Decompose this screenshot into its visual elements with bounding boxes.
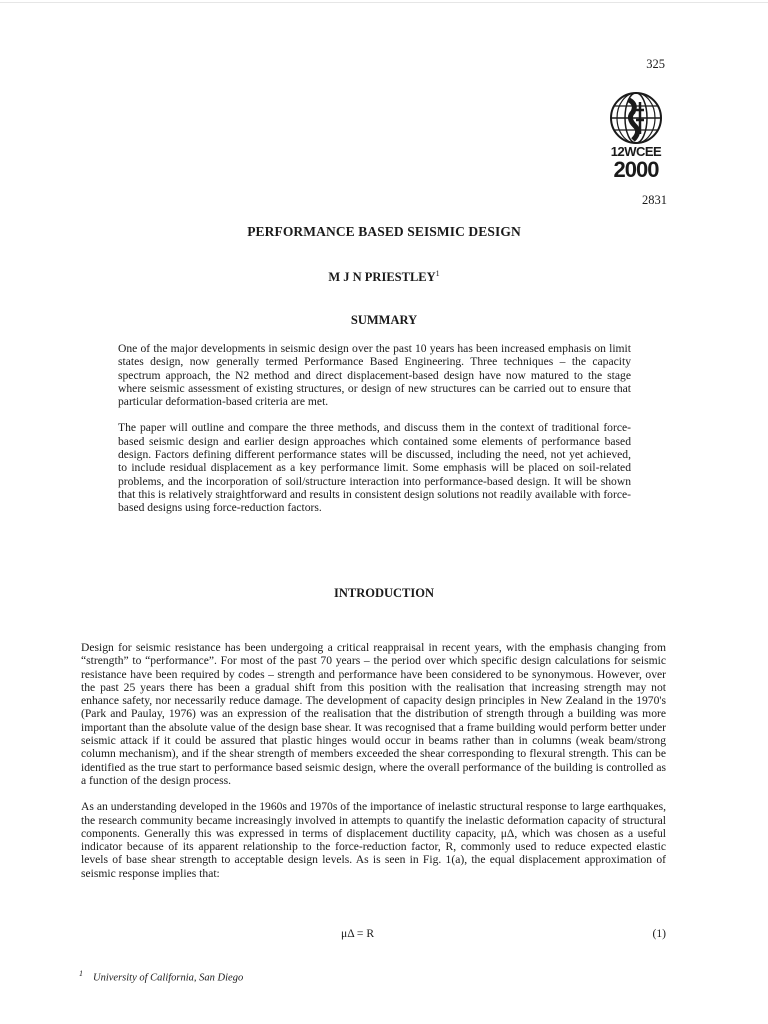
introduction-heading: INTRODUCTION [333, 586, 434, 600]
summary-heading: SUMMARY [350, 313, 418, 327]
author-affiliation-mark: 1 [435, 269, 440, 278]
footnote-text: University of California, San Diego [93, 972, 244, 984]
logo-text-wcee: 12WCEE [610, 144, 662, 159]
introduction-body [81, 641, 666, 893]
paper-number: 2831 [642, 193, 667, 207]
page-number: 325 [646, 57, 665, 71]
summary-paragraph: The paper will outline and compare the three methods, and discuss them in the context of traditional force-based seismic design and earlier design approaches which contained some elements of performance based design. Factors defining different performance states will be discussed, including the need, not yet achieved, to include residual displacement as a key performance limit. Some emphasis will be placed on soil-related problems, and the incorporation of soil/structure interaction into performance-based design. It will be shown that this is relatively straightforward and results in consistent design solutions not readily available with force-based designs using force-reduction factors. [118, 421, 631, 515]
equation-number: (1) [652, 927, 666, 940]
conference-logo [607, 90, 665, 182]
introduction-paragraph: As an understanding developed in the 1960s and 1970s of the importance of inelastic structural response to large earthquakes, the research community became increasingly involved in attempts to quantify the inelastic deformation capacity of structural components. Generally this was expressed in terms of displacement ductility capacity, μΔ, which was chosen as a useful indicator because of its apparent relationship to the force-reduction factor, R, commonly used to reduce expected elastic levels of base shear strength to acceptable design levels. As is seen in Fig. 1(a), the equal displacement approximation of seismic response implies that: [81, 800, 666, 880]
globe-icon [607, 90, 665, 146]
author-name: M J N PRIESTLEY [328, 270, 436, 285]
introduction-paragraph: Design for seismic resistance has been undergoing a critical reappraisal in recent years, with the emphasis changing from “strength” to “performance”. For most of the past 70 years – the period over which specific design calculations for seismic resistance have been required by codes – strength and performance have been considered to be synonymous. However, over the past 25 years there has been a gradual shift from this position with the realisation that increasing strength may not enhance safety, nor necessarily reduce damage. The development of capacity design principles in New Zealand in the 1970's (Park and Paulay, 1976) was an expression of the realisation that the distribution of strength through a building was more important than the absolute value of the design base shear. It was recognised that a frame building would perform better under seismic attack if it could be assured that plastic hinges would occur in beams rather than in columns (weak beam/strong column mechanism), and if the shear strength of members exceeded the shear corresponding to flexural strength. This can be identified as the true start to performance based seismic design, where the overall performance of the building is controlled as a function of the design process. [81, 641, 666, 787]
equation-text: μΔ = R [341, 927, 375, 940]
summary-paragraph: One of the major developments in seismic design over the past 10 years has been increased emphasis on limit states design, now generally termed Performance Based Engineering. Three techniques – the capacity spectrum approach, the N2 method and direct displacement-based design have now matured to the stage where seismic assessment of existing structures, or design of new structures can be carried out to ensure that particular deformation-based criteria are met. [118, 342, 631, 409]
scan-edge-line [0, 2, 768, 3]
footnote [79, 969, 243, 984]
logo-text-year: 2000 [613, 157, 659, 182]
summary-body [118, 342, 631, 528]
footnote-mark: 1 [79, 969, 83, 978]
paper-title: PERFORMANCE BASED SEISMIC DESIGN [247, 224, 521, 239]
author-line [0, 269, 768, 285]
